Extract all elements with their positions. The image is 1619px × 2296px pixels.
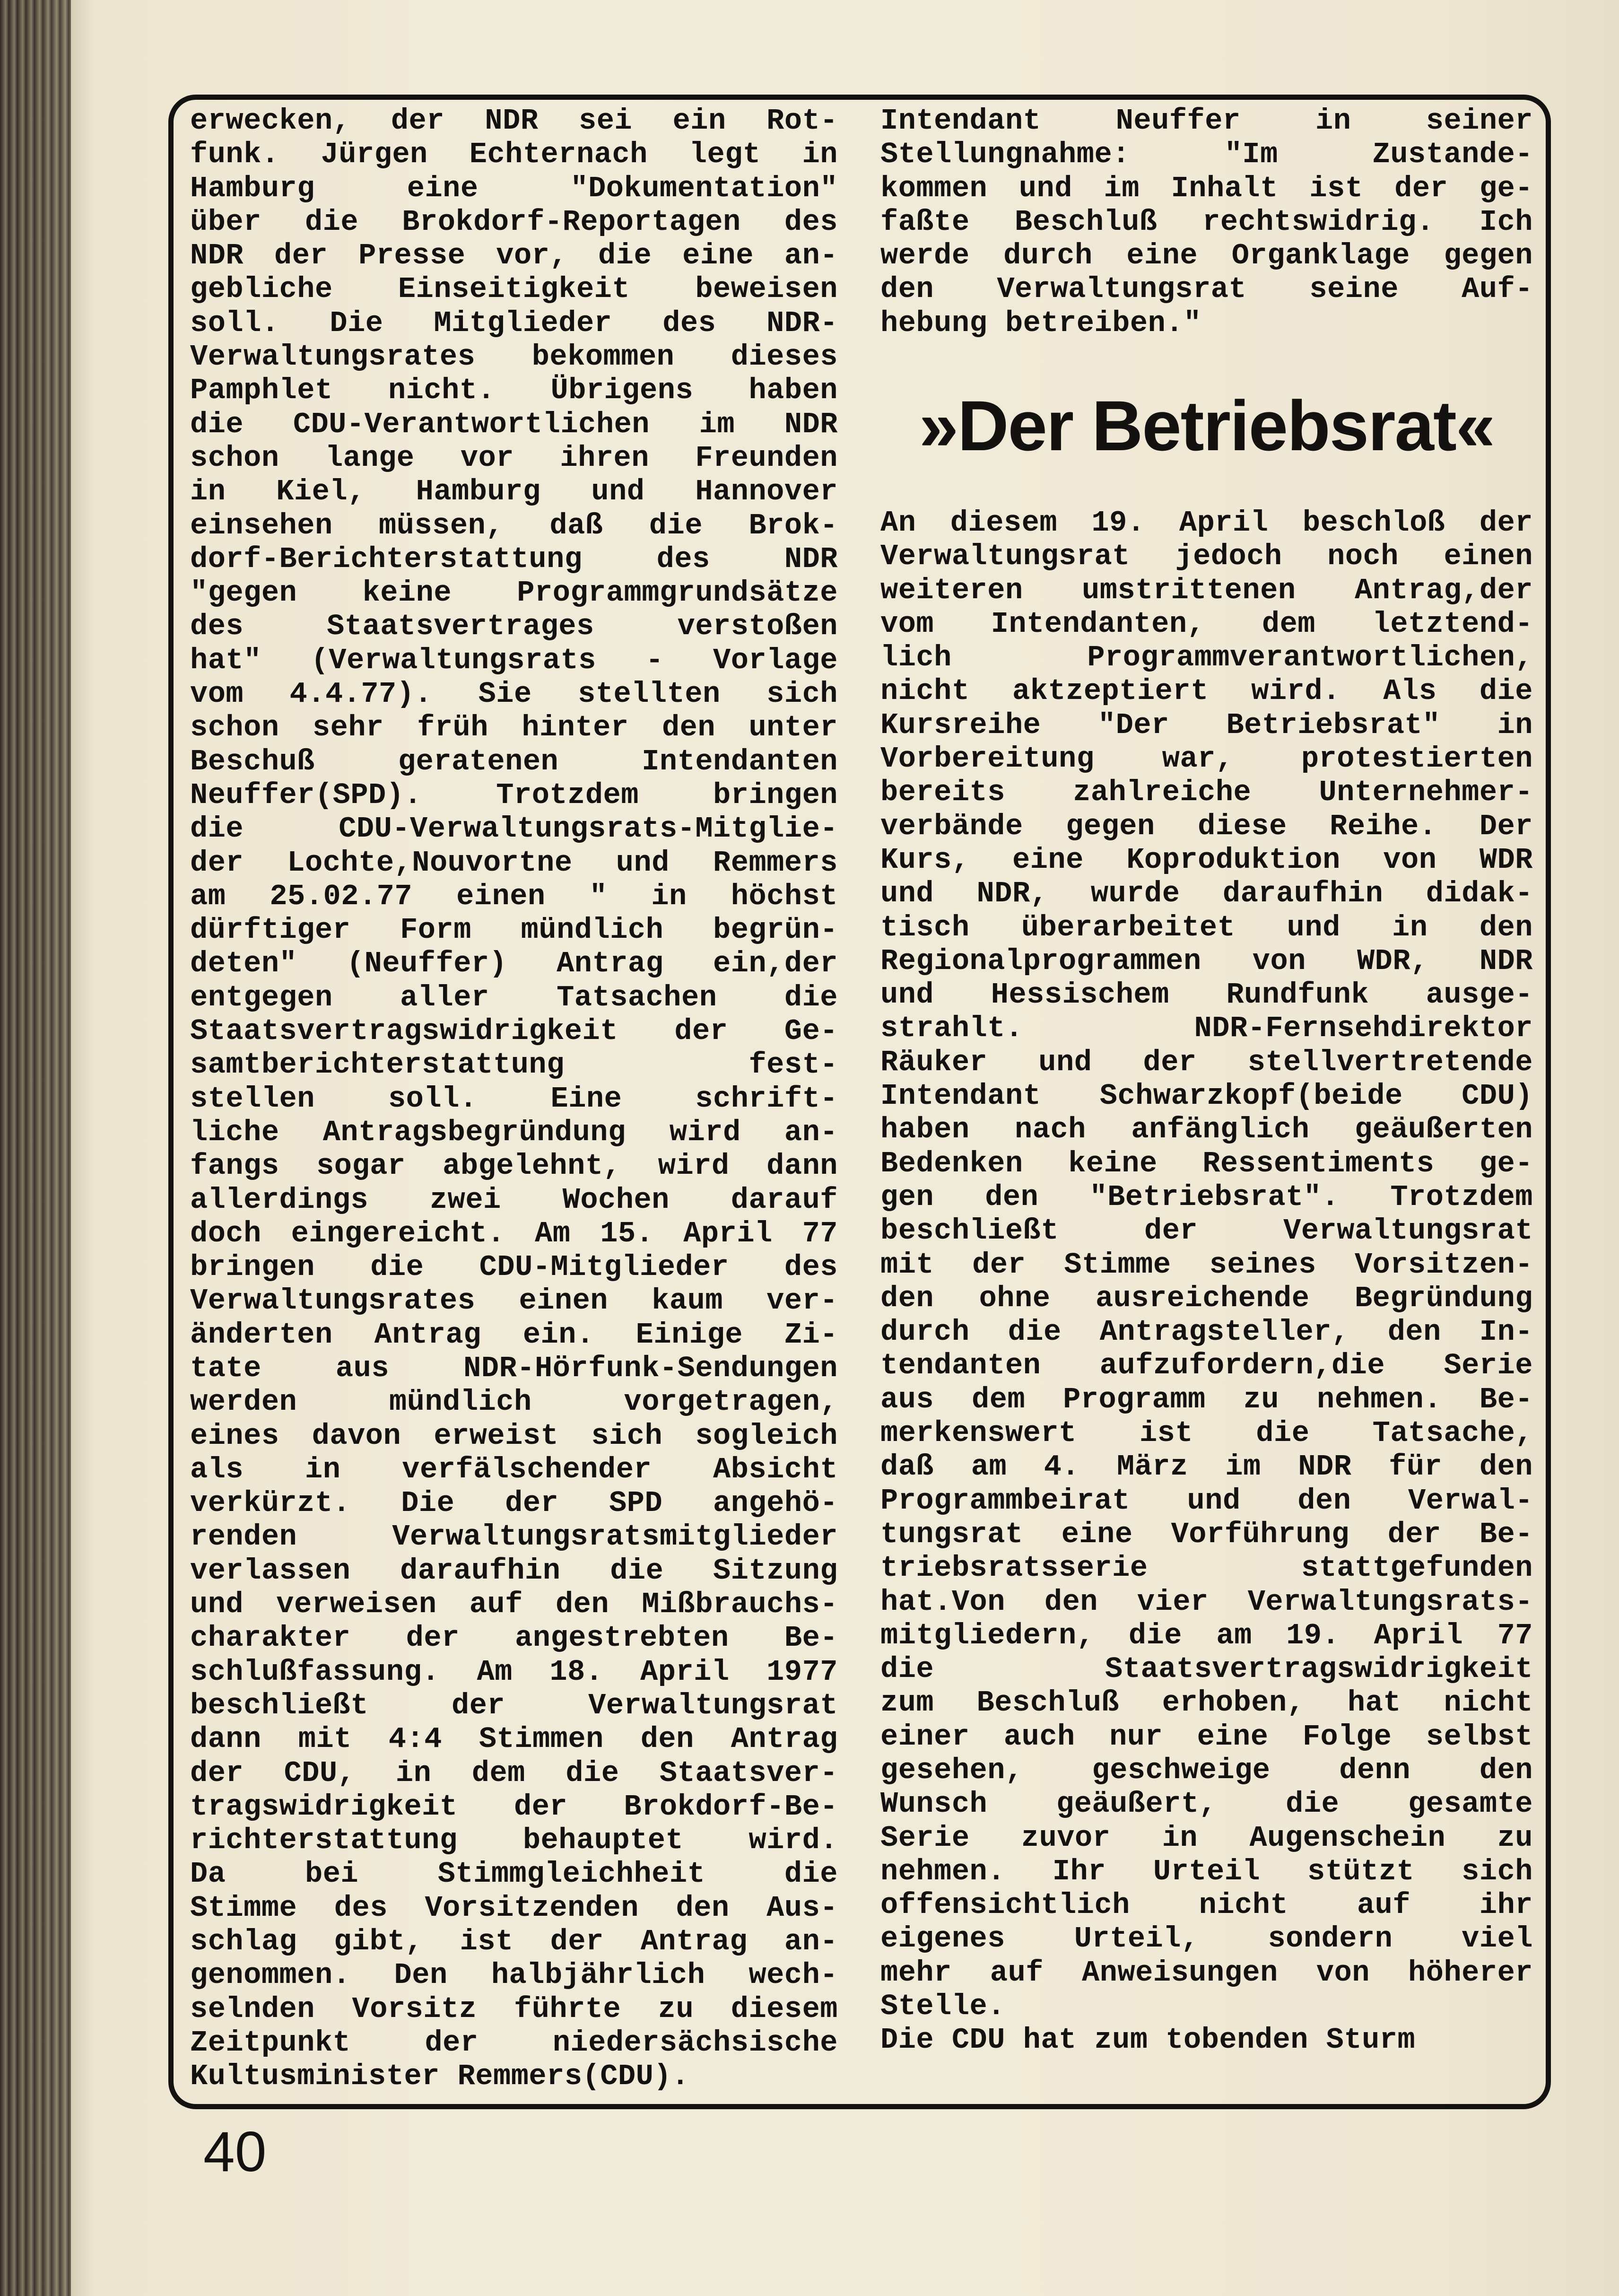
text-line: dann mit 4:4 Stimmen den Antrag [190,1722,838,1756]
text-line: durch die Antragsteller, den In- [880,1315,1533,1349]
text-line: die CDU-Verwaltungsrats-Mitglie- [190,812,838,846]
text-line: beschließt der Verwaltungsrat [880,1214,1533,1248]
text-line: die Staatsvertragswidrigkeit [880,1652,1533,1686]
text-line: Kultusminister Remmers(CDU). [190,2060,689,2094]
text-line: Neuffer(SPD). Trotzdem bringen [190,778,838,812]
right-column-bottom [880,506,1533,2057]
text-line: liche Antragsbegründung wird an- [190,1115,838,1149]
text-line: funk. Jürgen Echternach legt in [190,138,838,172]
text-line: hebung betreiben." [880,306,1201,340]
text-line: NDR der Presse vor, die eine an- [190,239,838,273]
text-line: den ohne ausreichende Begründung [880,1281,1533,1315]
text-line: und NDR, wurde daraufhin didak- [880,877,1533,911]
text-line: hat.Von den vier Verwaltungsrats- [880,1585,1533,1619]
text-line: charakter der angestrebten Be- [190,1621,838,1655]
text-line: kommen und im Inhalt ist der ge- [880,171,1533,205]
text-line: Intendant Schwarzkopf(beide CDU) [880,1079,1533,1113]
text-line: schlußfassung. Am 18. April 1977 [190,1655,838,1689]
text-line: Kursreihe "Der Betriebsrat" in [880,708,1533,742]
text-line: daß am 4. März im NDR für den [880,1450,1533,1484]
text-line: nicht aktzeptiert wird. Als die [880,674,1533,708]
text-line: richterstattung behauptet wird. [190,1824,838,1858]
text-line: weiteren umstrittenen Antrag,der [880,573,1533,607]
text-line: schon sehr früh hinter den unter [190,711,838,745]
text-line: eigenes Urteil, sondern viel [880,1922,1533,1956]
text-line: allerdings zwei Wochen darauf [190,1183,838,1217]
text-line: nehmen. Ihr Urteil stützt sich [880,1854,1533,1888]
text-line: bereits zahlreiche Unternehmer- [880,776,1533,810]
text-line: am 25.02.77 einen " in höchst [190,879,838,913]
text-line: Verwaltungsrates einen kaum ver- [190,1284,838,1318]
text-line: Stimme des Vorsitzenden den Aus- [190,1891,838,1925]
text-line: tungsrat eine Vorführung der Be- [880,1517,1533,1551]
text-line: offensichtlich nicht auf ihr [880,1888,1533,1922]
text-line: und Hessischem Rundfunk ausge- [880,978,1533,1012]
text-line: strahlt. NDR-Fernsehdirektor [880,1012,1533,1046]
text-line: triebsratsserie stattgefunden [880,1551,1533,1585]
text-line: hat" (Verwaltungsrats - Vorlage [190,643,838,677]
text-line: einsehen müssen, daß die Brok- [190,508,838,542]
text-line: renden Verwaltungsratsmitglieder [190,1520,838,1554]
text-line: die CDU-Verantwortlichen im NDR [190,407,838,441]
text-line: fangs sogar abgelehnt, wird dann [190,1149,838,1183]
text-line: schon lange vor ihren Freunden [190,441,838,475]
text-line: Die CDU hat zum tobenden Sturm [880,2023,1416,2057]
text-line: der CDU, in dem die Staatsver- [190,1756,838,1790]
page-number: 40 [203,2120,267,2183]
text-line: Pamphlet nicht. Übrigens haben [190,374,838,408]
text-line: stellen soll. Eine schrift- [190,1082,838,1116]
text-line: samtberichterstattung fest- [190,1048,838,1082]
text-line: Räuker und der stellvertretende [880,1045,1533,1079]
text-line: den Verwaltungsrat seine Auf- [880,272,1533,306]
text-line: haben nach anfänglich geäußerten [880,1113,1533,1147]
text-line: Programmbeirat und den Verwal- [880,1484,1533,1518]
text-line: werde durch eine Organklage gegen [880,239,1533,273]
text-line: soll. Die Mitglieder des NDR- [190,306,838,340]
text-line: gebliche Einseitigkeit beweisen [190,272,838,306]
text-line: vom 4.4.77). Sie stellten sich [190,677,838,711]
text-line: tragswidrigkeit der Brokdorf-Be- [190,1790,838,1824]
text-line: Stellungnahme: "Im Zustande- [880,138,1533,172]
text-line: gen den "Betriebsrat". Trotzdem [880,1180,1533,1214]
book-spine [0,0,71,2296]
text-line: mit der Stimme seines Vorsitzen- [880,1248,1533,1282]
text-line: über die Brokdorf-Reportagen des [190,205,838,239]
text-line: tisch überarbeitet und in den [880,910,1533,944]
text-line: beschließt der Verwaltungsrat [190,1688,838,1722]
text-line: Regionalprogrammen von WDR, NDR [880,944,1533,978]
text-line: und verweisen auf den Mißbrauchs- [190,1588,838,1622]
text-line: Verwaltungsrat jedoch noch einen [880,540,1533,574]
text-line: als in verfälschender Absicht [190,1452,838,1486]
text-line: mitgliedern, die am 19. April 77 [880,1618,1533,1652]
text-line: Intendant Neuffer in seiner [880,104,1533,138]
text-line: An diesem 19. April beschloß der [880,506,1533,540]
text-line: bringen die CDU-Mitglieder des [190,1250,838,1284]
text-line: werden mündlich vorgetragen, [190,1385,838,1419]
text-line: Kurs, eine Koproduktion von WDR [880,843,1533,877]
text-line: des Staatsvertrages verstoßen [190,610,838,644]
text-line: Beschuß geratenen Intendanten [190,744,838,778]
text-line: doch eingereicht. Am 15. April 77 [190,1216,838,1250]
text-line: Zeitpunkt der niedersächsische [190,2025,838,2060]
text-line: eines davon erweist sich sogleich [190,1419,838,1453]
text-line: Hamburg eine "Dokumentation" [190,171,838,205]
text-line: dorf-Berichterstattung des NDR [190,542,838,576]
right-column-top [880,104,1533,340]
text-line: verlassen daraufhin die Sitzung [190,1554,838,1588]
text-line: zum Beschluß erhoben, hat nicht [880,1686,1533,1720]
text-line: gesehen, geschweige denn den [880,1753,1533,1787]
text-line: in Kiel, Hamburg und Hannover [190,475,838,509]
text-line: Serie zuvor in Augenschein zu [880,1821,1533,1855]
text-line: faßte Beschluß rechtswidrig. Ich [880,205,1533,239]
text-line: Vorbereitung war, protestierten [880,742,1533,776]
text-line: lich Programmverantwortlichen, [880,641,1533,675]
text-line: verkürzt. Die der SPD angehö- [190,1486,838,1520]
text-line: verbände gegen diese Reihe. Der [880,809,1533,843]
text-line: Bedenken keine Ressentiments ge- [880,1146,1533,1180]
text-line: aus dem Programm zu nehmen. Be- [880,1382,1533,1416]
text-line: merkenswert ist die Tatsache, [880,1416,1533,1450]
text-line: der Lochte,Nouvortne und Remmers [190,846,838,880]
text-line: entgegen aller Tatsachen die [190,980,838,1014]
text-line: "gegen keine Programmgrundsätze [190,576,838,610]
text-line: Da bei Stimmgleichheit die [190,1857,838,1891]
text-line: mehr auf Anweisungen von höherer [880,1956,1533,1990]
text-line: Verwaltungsrates bekommen dieses [190,340,838,374]
text-line: genommen. Den halbjährlich wech- [190,1958,838,1992]
left-column [190,104,838,2094]
text-line: tendanten aufzufordern,die Serie [880,1349,1533,1383]
text-line: Staatsvertragswidrigkeit der Ge- [190,1014,838,1048]
text-line: tate aus NDR-Hörfunk-Sendungen [190,1351,838,1385]
text-line: schlag gibt, ist der Antrag an- [190,1925,838,1959]
text-line: änderten Antrag ein. Einige Zi- [190,1318,838,1352]
text-line: dürftiger Form mündlich begrün- [190,913,838,947]
text-line: Wunsch geäußert, die gesamte [880,1787,1533,1821]
text-line: erwecken, der NDR sei ein Rot- [190,104,838,138]
text-line: einer auch nur eine Folge selbst [880,1720,1533,1754]
text-line: Stelle. [880,1990,1005,2024]
section-heading: »Der Betriebsrat« [919,386,1495,465]
text-line: selnden Vorsitz führte zu diesem [190,1992,838,2026]
text-line: deten" (Neuffer) Antrag ein,der [190,947,838,981]
text-line: vom Intendanten, dem letztend- [880,607,1533,641]
